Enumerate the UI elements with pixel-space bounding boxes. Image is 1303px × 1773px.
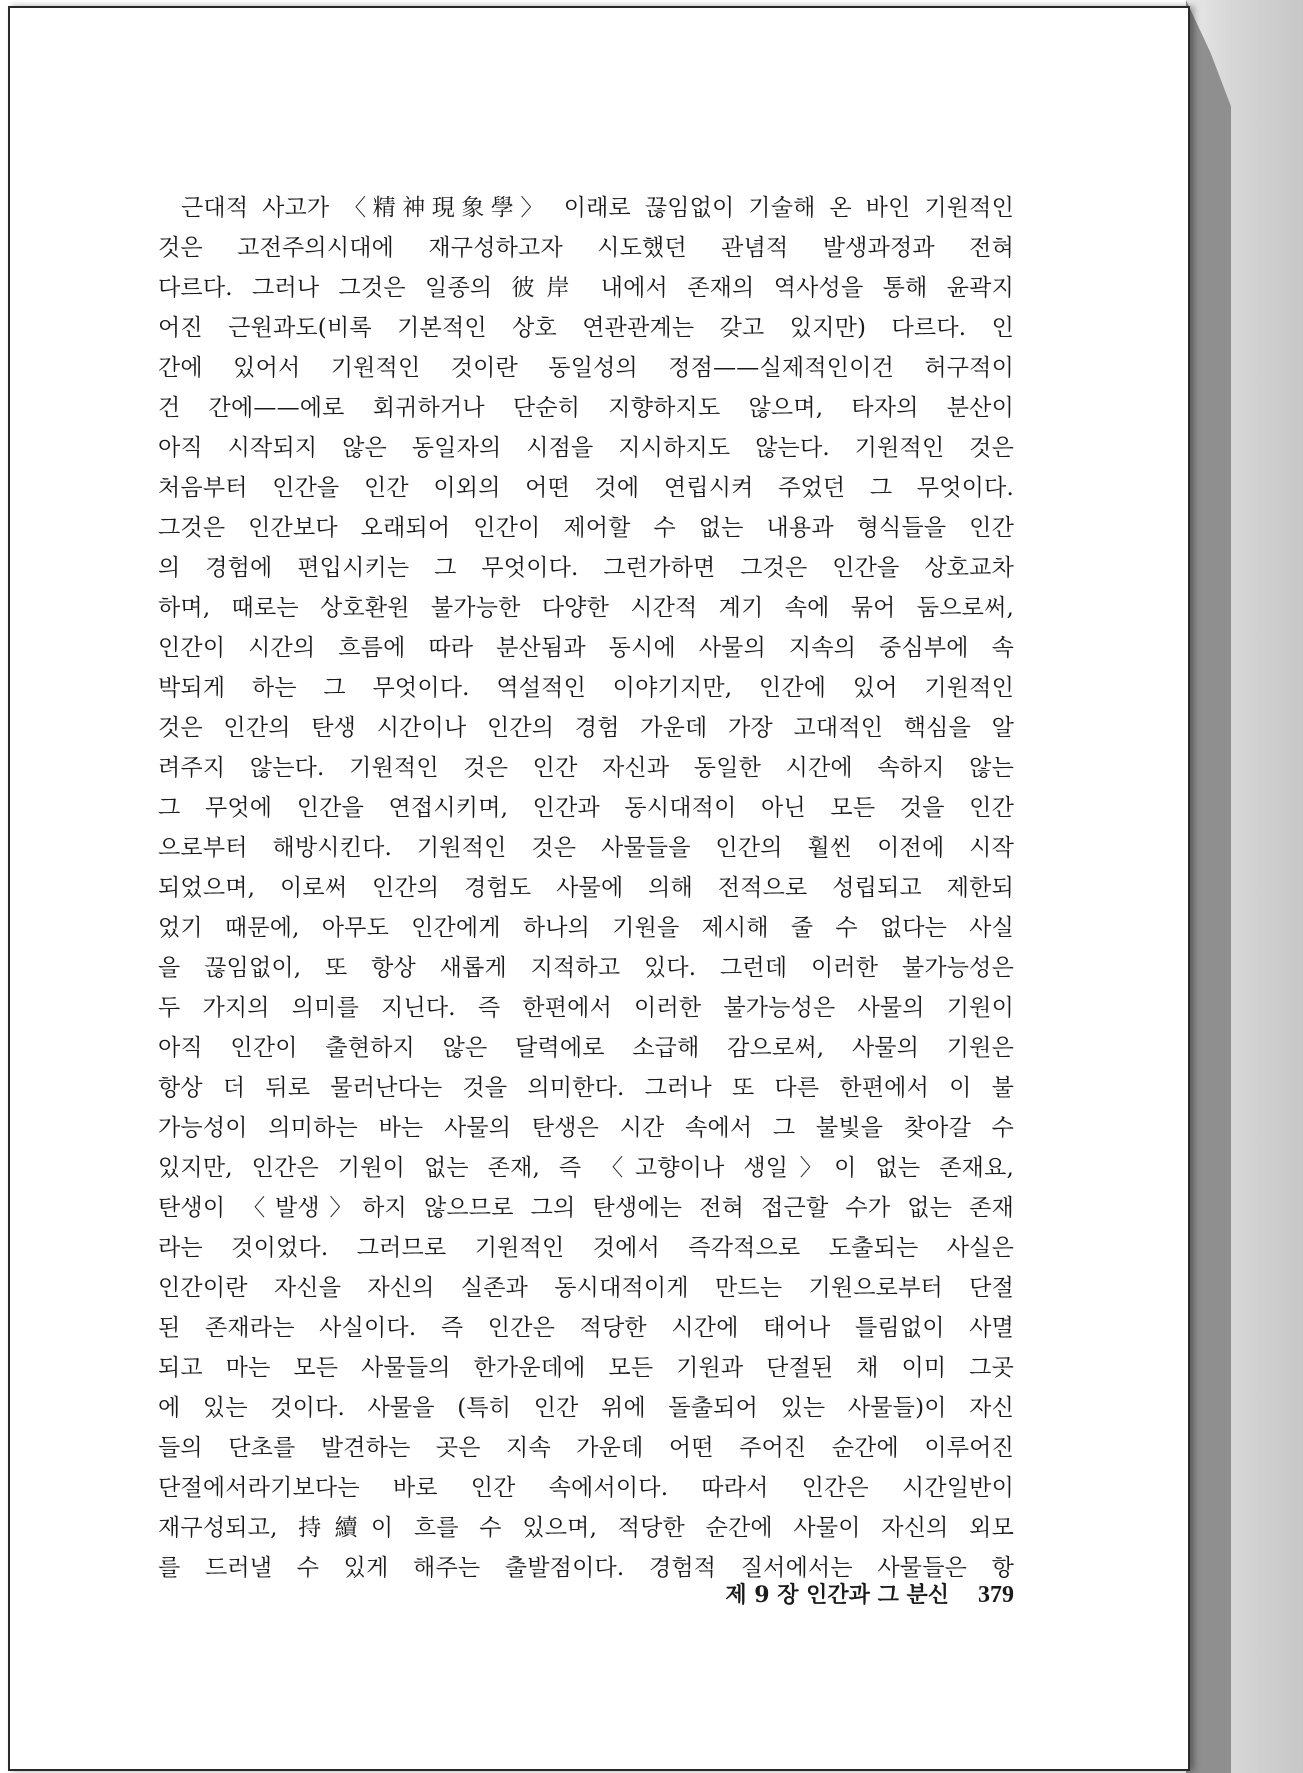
text-line: 다르다. 그러나 그것은 일종의 彼岸 내에서 존재의 역사성을 통해 윤곽지 (158, 275, 1014, 301)
text-line: 어진 근원과도(비록 기본적인 상호 연관관계는 갖고 있지만) 다르다. 인 (158, 315, 1014, 341)
text-line: 건 간에——에로 회귀하거나 단순히 지향하지도 않으며, 타자의 분산이 (158, 395, 1014, 421)
text-line: 것은 인간의 탄생 시간이나 인간의 경험 가운데 가장 고대적인 핵심을 알 (158, 715, 1014, 741)
text-line: 박되게 하는 그 무엇이다. 역설적인 이야기지만, 인간에 있어 기원적인 (158, 675, 1014, 701)
text-line: 것은 고전주의시대에 재구성하고자 시도했던 관념적 발생과정과 전혀 (158, 235, 1014, 261)
text-line: 인간이란 자신을 자신의 실존과 동시대적이게 만드는 기원으로부터 단절 (158, 1275, 1014, 1301)
text-line: 려주지 않는다. 기원적인 것은 인간 자신과 동일한 시간에 속하지 않는 (158, 755, 1014, 781)
text-line: 되고 마는 모든 사물들의 한가운데에 모든 기원과 단절된 채 이미 그곳 (158, 1355, 1014, 1381)
text-line: 탄생이 〈발생〉하지 않으므로 그의 탄생에는 전혀 접근할 수가 없는 존재 (158, 1195, 1014, 1221)
text-line: 아직 인간이 출현하지 않은 달력에로 소급해 감으로써, 사물의 기원은 (158, 1035, 1014, 1061)
page-footer (0, 1578, 1014, 1609)
body-text (158, 188, 1014, 1588)
text-line: 그 무엇에 인간을 연접시키며, 인간과 동시대적이 아닌 모든 것을 인간 (158, 795, 1014, 821)
text-line: 된 존재라는 사실이다. 즉 인간은 적당한 시간에 태어나 틀림없이 사멸 (158, 1315, 1014, 1341)
chapter-title: 제 9 장 인간과 그 분신 (725, 1582, 949, 1608)
text-line: 단절에서라기보다는 바로 인간 속에서이다. 따라서 인간은 시간일반이 (158, 1475, 1014, 1501)
text-line: 었기 때문에, 아무도 인간에게 하나의 기원을 제시해 줄 수 없다는 사실 (158, 915, 1014, 941)
text-line: 두 가지의 의미를 지닌다. 즉 한편에서 이러한 불가능성은 사물의 기원이 (158, 995, 1014, 1021)
text-line: 의 경험에 편입시키는 그 무엇이다. 그런가하면 그것은 인간을 상호교차 (158, 555, 1014, 581)
text-line: 되었으며, 이로써 인간의 경험도 사물에 의해 전적으로 성립되고 제한되 (158, 875, 1014, 901)
text-line: 에 있는 것이다. 사물을 (특히 인간 위에 돌출되어 있는 사물들)이 자신 (158, 1395, 1014, 1421)
text-line: 처음부터 인간을 인간 이외의 어떤 것에 연립시켜 주었던 그 무엇이다. (158, 475, 1014, 501)
text-line: 으로부터 해방시킨다. 기원적인 것은 사물들을 인간의 훨씬 이전에 시작 (158, 835, 1014, 861)
text-line: 들의 단초를 발견하는 곳은 지속 가운데 어떤 주어진 순간에 이루어진 (158, 1435, 1014, 1461)
text-line: 근대적 사고가 〈精神現象學〉 이래로 끊임없이 기술해 온 바인 기원적인 (181, 195, 1014, 221)
text-line: 을 끊임없이, 또 항상 새롭게 지적하고 있다. 그런데 이러한 불가능성은 (158, 955, 1014, 981)
text-line: 그것은 인간보다 오래되어 인간이 제어할 수 없는 내용과 형식들을 인간 (158, 515, 1014, 541)
text-line: 가능성이 의미하는 바는 사물의 탄생은 시간 속에서 그 불빛을 찾아갈 수 (158, 1115, 1014, 1141)
text-line: 재구성되고, 持續이 흐를 수 있으며, 적당한 순간에 사물이 자신의 외모 (158, 1515, 1014, 1541)
text-line: 를 드러낼 수 있게 해주는 출발점이다. 경험적 질서에서는 사물들은 항 (158, 1555, 1014, 1581)
page-stack-edge (1186, 0, 1231, 1773)
text-line: 인간이 시간의 흐름에 따라 분산됨과 동시에 사물의 지속의 중심부에 속 (158, 635, 1014, 661)
text-line: 라는 것이었다. 그러므로 기원적인 것에서 즉각적으로 도출되는 사실은 (158, 1235, 1014, 1261)
text-line: 하며, 때로는 상호환원 불가능한 다양한 시간적 계기 속에 묶어 둠으로써, (158, 595, 1014, 621)
text-line: 아직 시작되지 않은 동일자의 시점을 지시하지도 않는다. 기원적인 것은 (158, 435, 1014, 461)
text-line: 간에 있어서 기원적인 것이란 동일성의 정점——실제적인이건 허구적이 (158, 355, 1014, 381)
text-line: 있지만, 인간은 기원이 없는 존재, 즉 〈고향이나 생일〉이 없는 존재요, (158, 1155, 1014, 1181)
text-line: 항상 더 뒤로 물러난다는 것을 의미한다. 그러나 또 다른 한편에서 이 불 (158, 1075, 1014, 1101)
page-number: 379 (978, 1582, 1014, 1608)
